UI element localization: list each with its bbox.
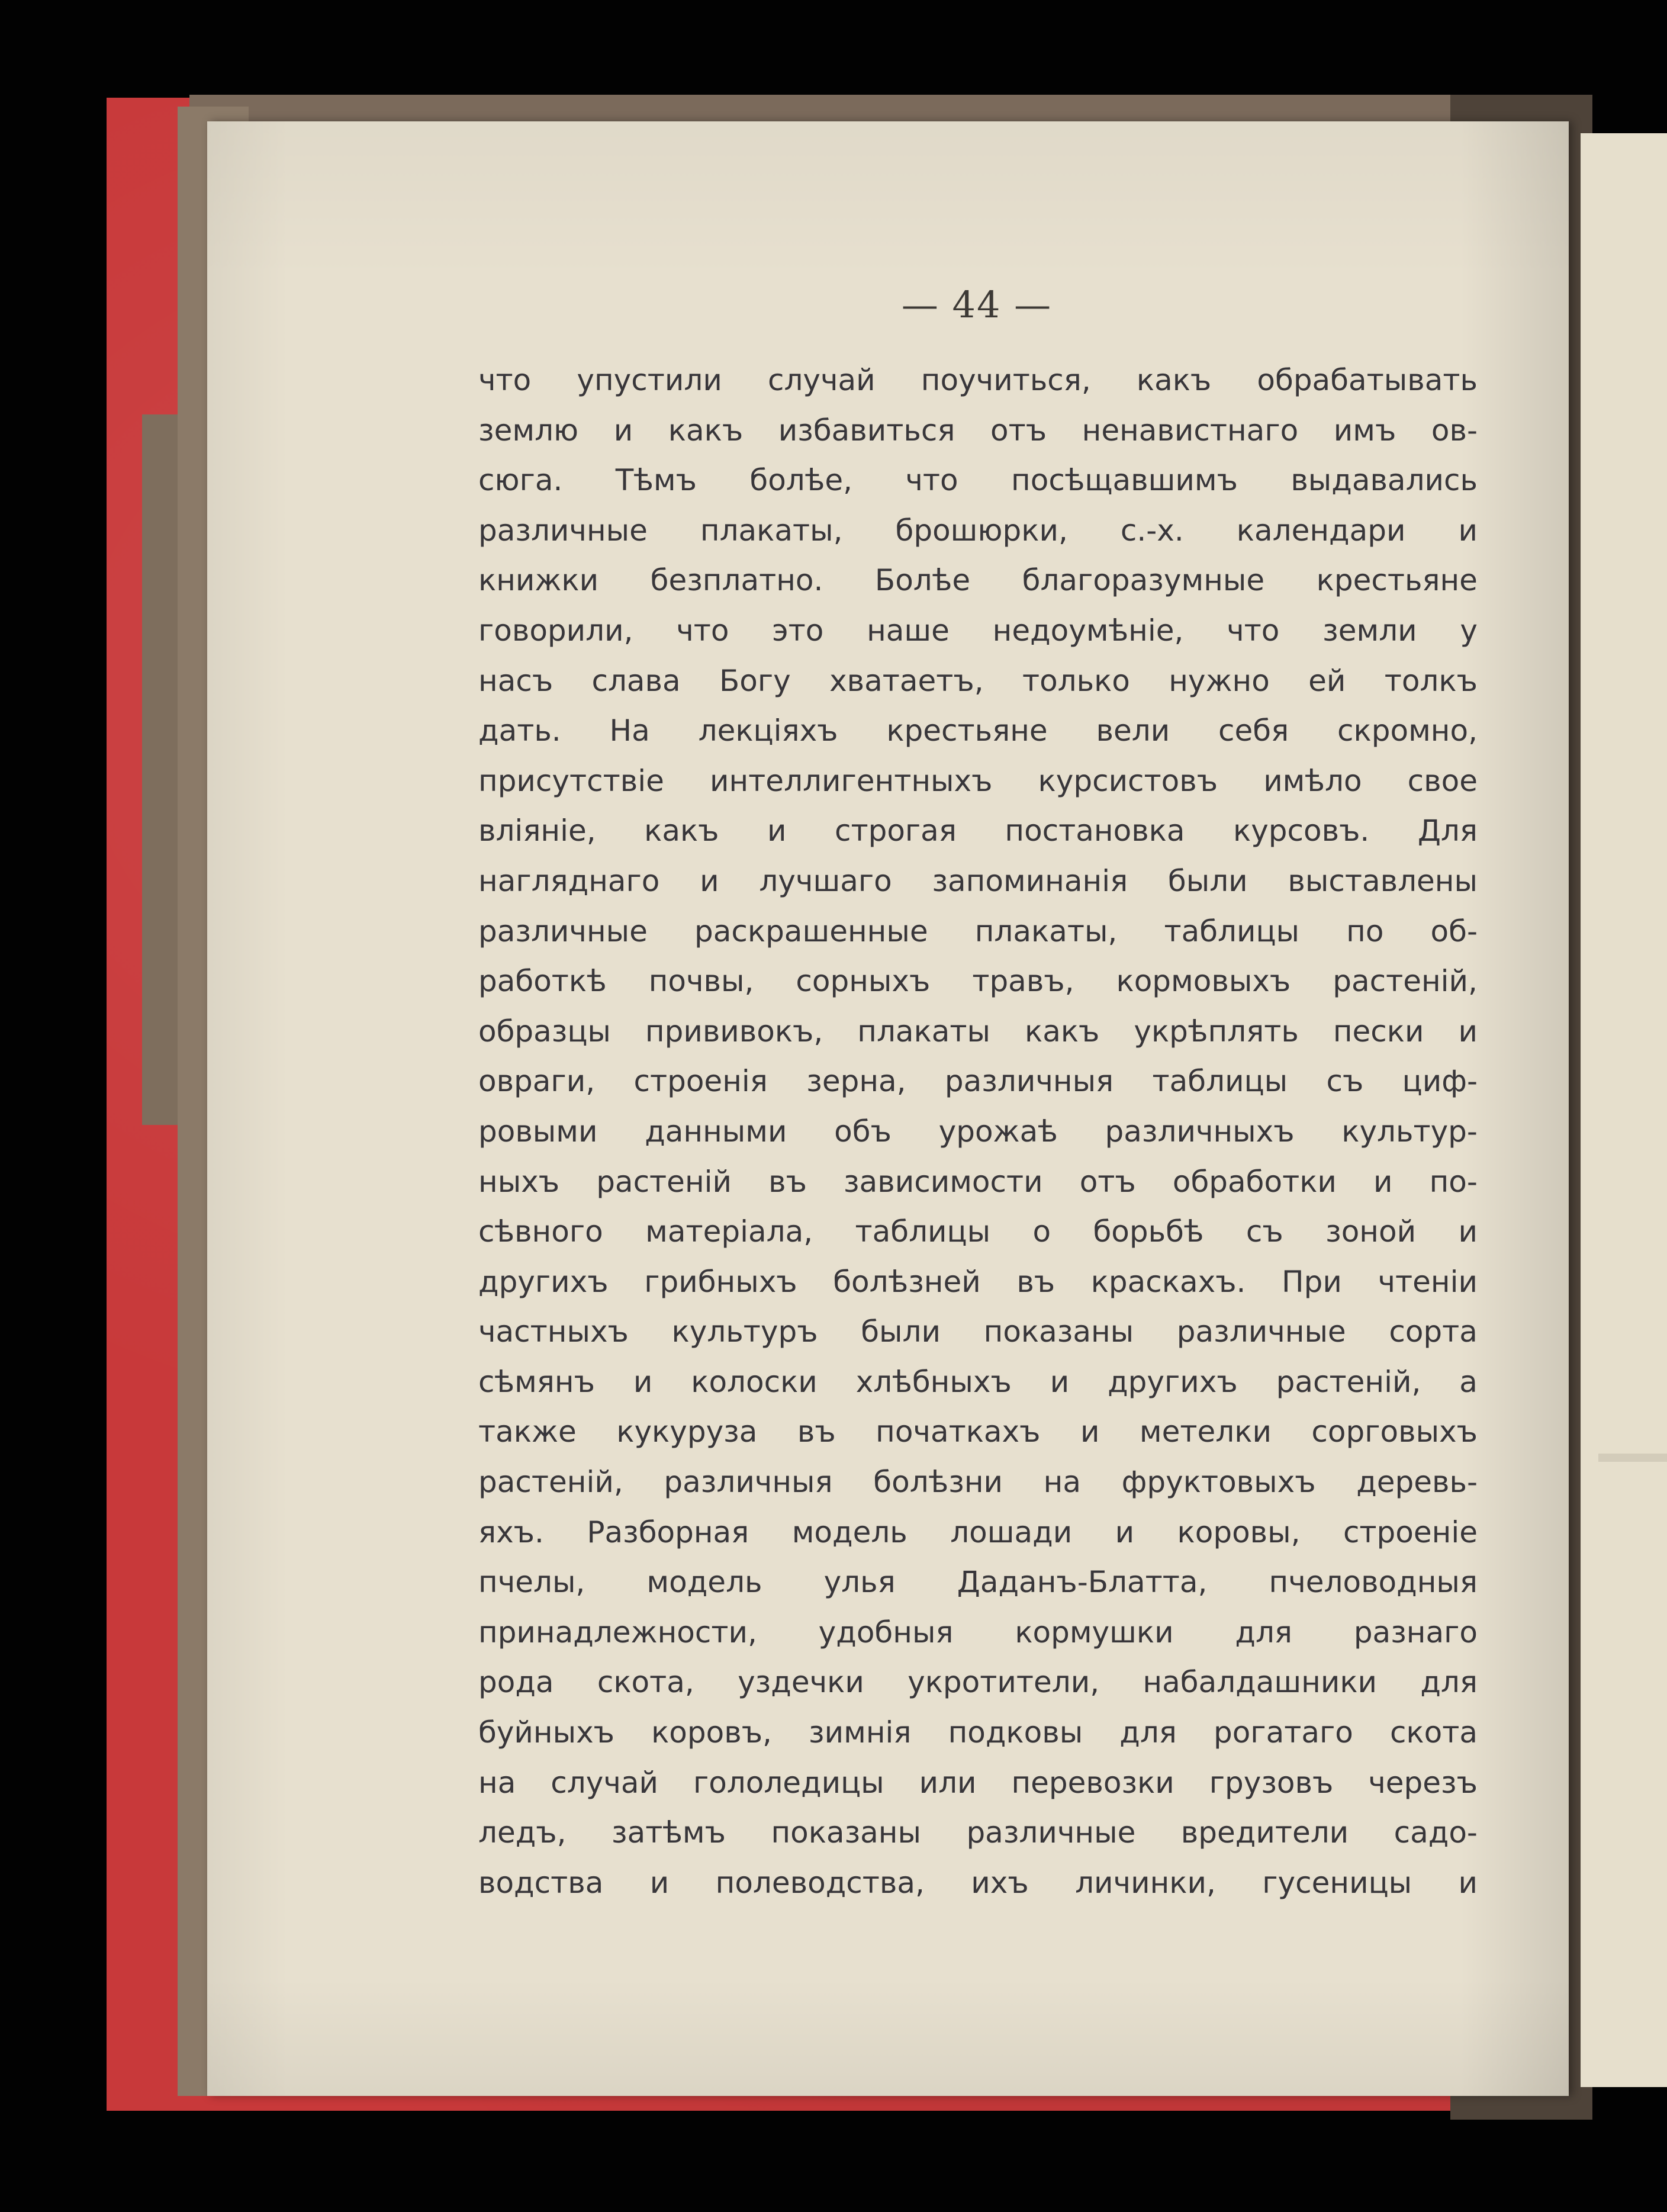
text-line: сюга. Тѣмъ болѣе, что посѣщавшимъ выдавались [478,463,1478,498]
text-line: буйныхъ коровъ, зимнія подковы для рогатаго скота [478,1715,1478,1750]
text-line: водства и полеводства, ихъ личинки, гусеницы и [478,1865,1478,1900]
next-page-edge [1581,133,1667,2087]
next-page-rule [1598,1454,1667,1462]
text-line: рода скота, уздечки укротители, набалдашники для [478,1665,1478,1700]
page-number: — 44 — [901,283,1053,326]
text-line: частныхъ культуръ были показаны различные сорта [478,1314,1478,1349]
body-text [478,355,1478,1908]
text-line: насъ слава Богу хватаетъ, только нужно ей толкъ [478,663,1478,698]
text-line: также кукуруза въ початкахъ и метелки сорговыхъ [478,1414,1478,1449]
text-line: пчелы, модель улья Даданъ-Блатта, пчеловодныя [478,1565,1478,1600]
text-line: различные раскрашенные плакаты, таблицы по об- [478,914,1478,949]
text-line: образцы прививокъ, плакаты какъ укрѣплять пески и [478,1014,1478,1049]
text-line: сѣвного матеріала, таблицы о борьбѣ съ зоной и [478,1214,1478,1249]
text-line: ледъ, затѣмъ показаны различные вредители садо- [478,1815,1478,1850]
text-line: работкѣ почвы, сорныхъ травъ, кормовыхъ растеній, [478,964,1478,999]
text-line: землю и какъ избавиться отъ ненавистнаго имъ ов- [478,413,1478,448]
text-line: ровыми данными объ урожаѣ различныхъ культур- [478,1114,1478,1149]
text-line: ныхъ растеній въ зависимости отъ обработки и по- [478,1164,1478,1199]
text-line: дать. На лекціяхъ крестьяне вели себя скромно, [478,713,1478,748]
text-line: вліяніе, какъ и строгая постановка курсовъ. Для [478,814,1478,848]
text-line: что упустили случай поучиться, какъ обрабатывать [478,363,1478,397]
text-line: растеній, различныя болѣзни на фруктовыхъ деревь- [478,1465,1478,1500]
text-line: на случай гололедицы или перевозки грузовъ черезъ [478,1765,1478,1800]
text-line: присутствіе интеллигентныхъ курсистовъ имѣло свое [478,763,1478,798]
text-line: нагляднаго и лучшаго запоминанія были выставлены [478,863,1478,898]
text-line: принадлежности, удобныя кормушки для разнаго [478,1615,1478,1650]
text-line: овраги, строенія зерна, различныя таблицы съ циф- [478,1064,1478,1099]
text-line: книжки безплатно. Болѣе благоразумные крестьяне [478,563,1478,598]
text-line: различные плакаты, брошюрки, с.-х. календари и [478,513,1478,548]
text-line: другихъ грибныхъ болѣзней въ краскахъ. При чтеніи [478,1264,1478,1299]
text-line: яхъ. Разборная модель лошади и коровы, строеніе [478,1515,1478,1549]
text-line: говорили, что это наше недоумѣніе, что земли у [478,613,1478,648]
text-line: сѣмянъ и колоски хлѣбныхъ и другихъ растеній, а [478,1364,1478,1399]
